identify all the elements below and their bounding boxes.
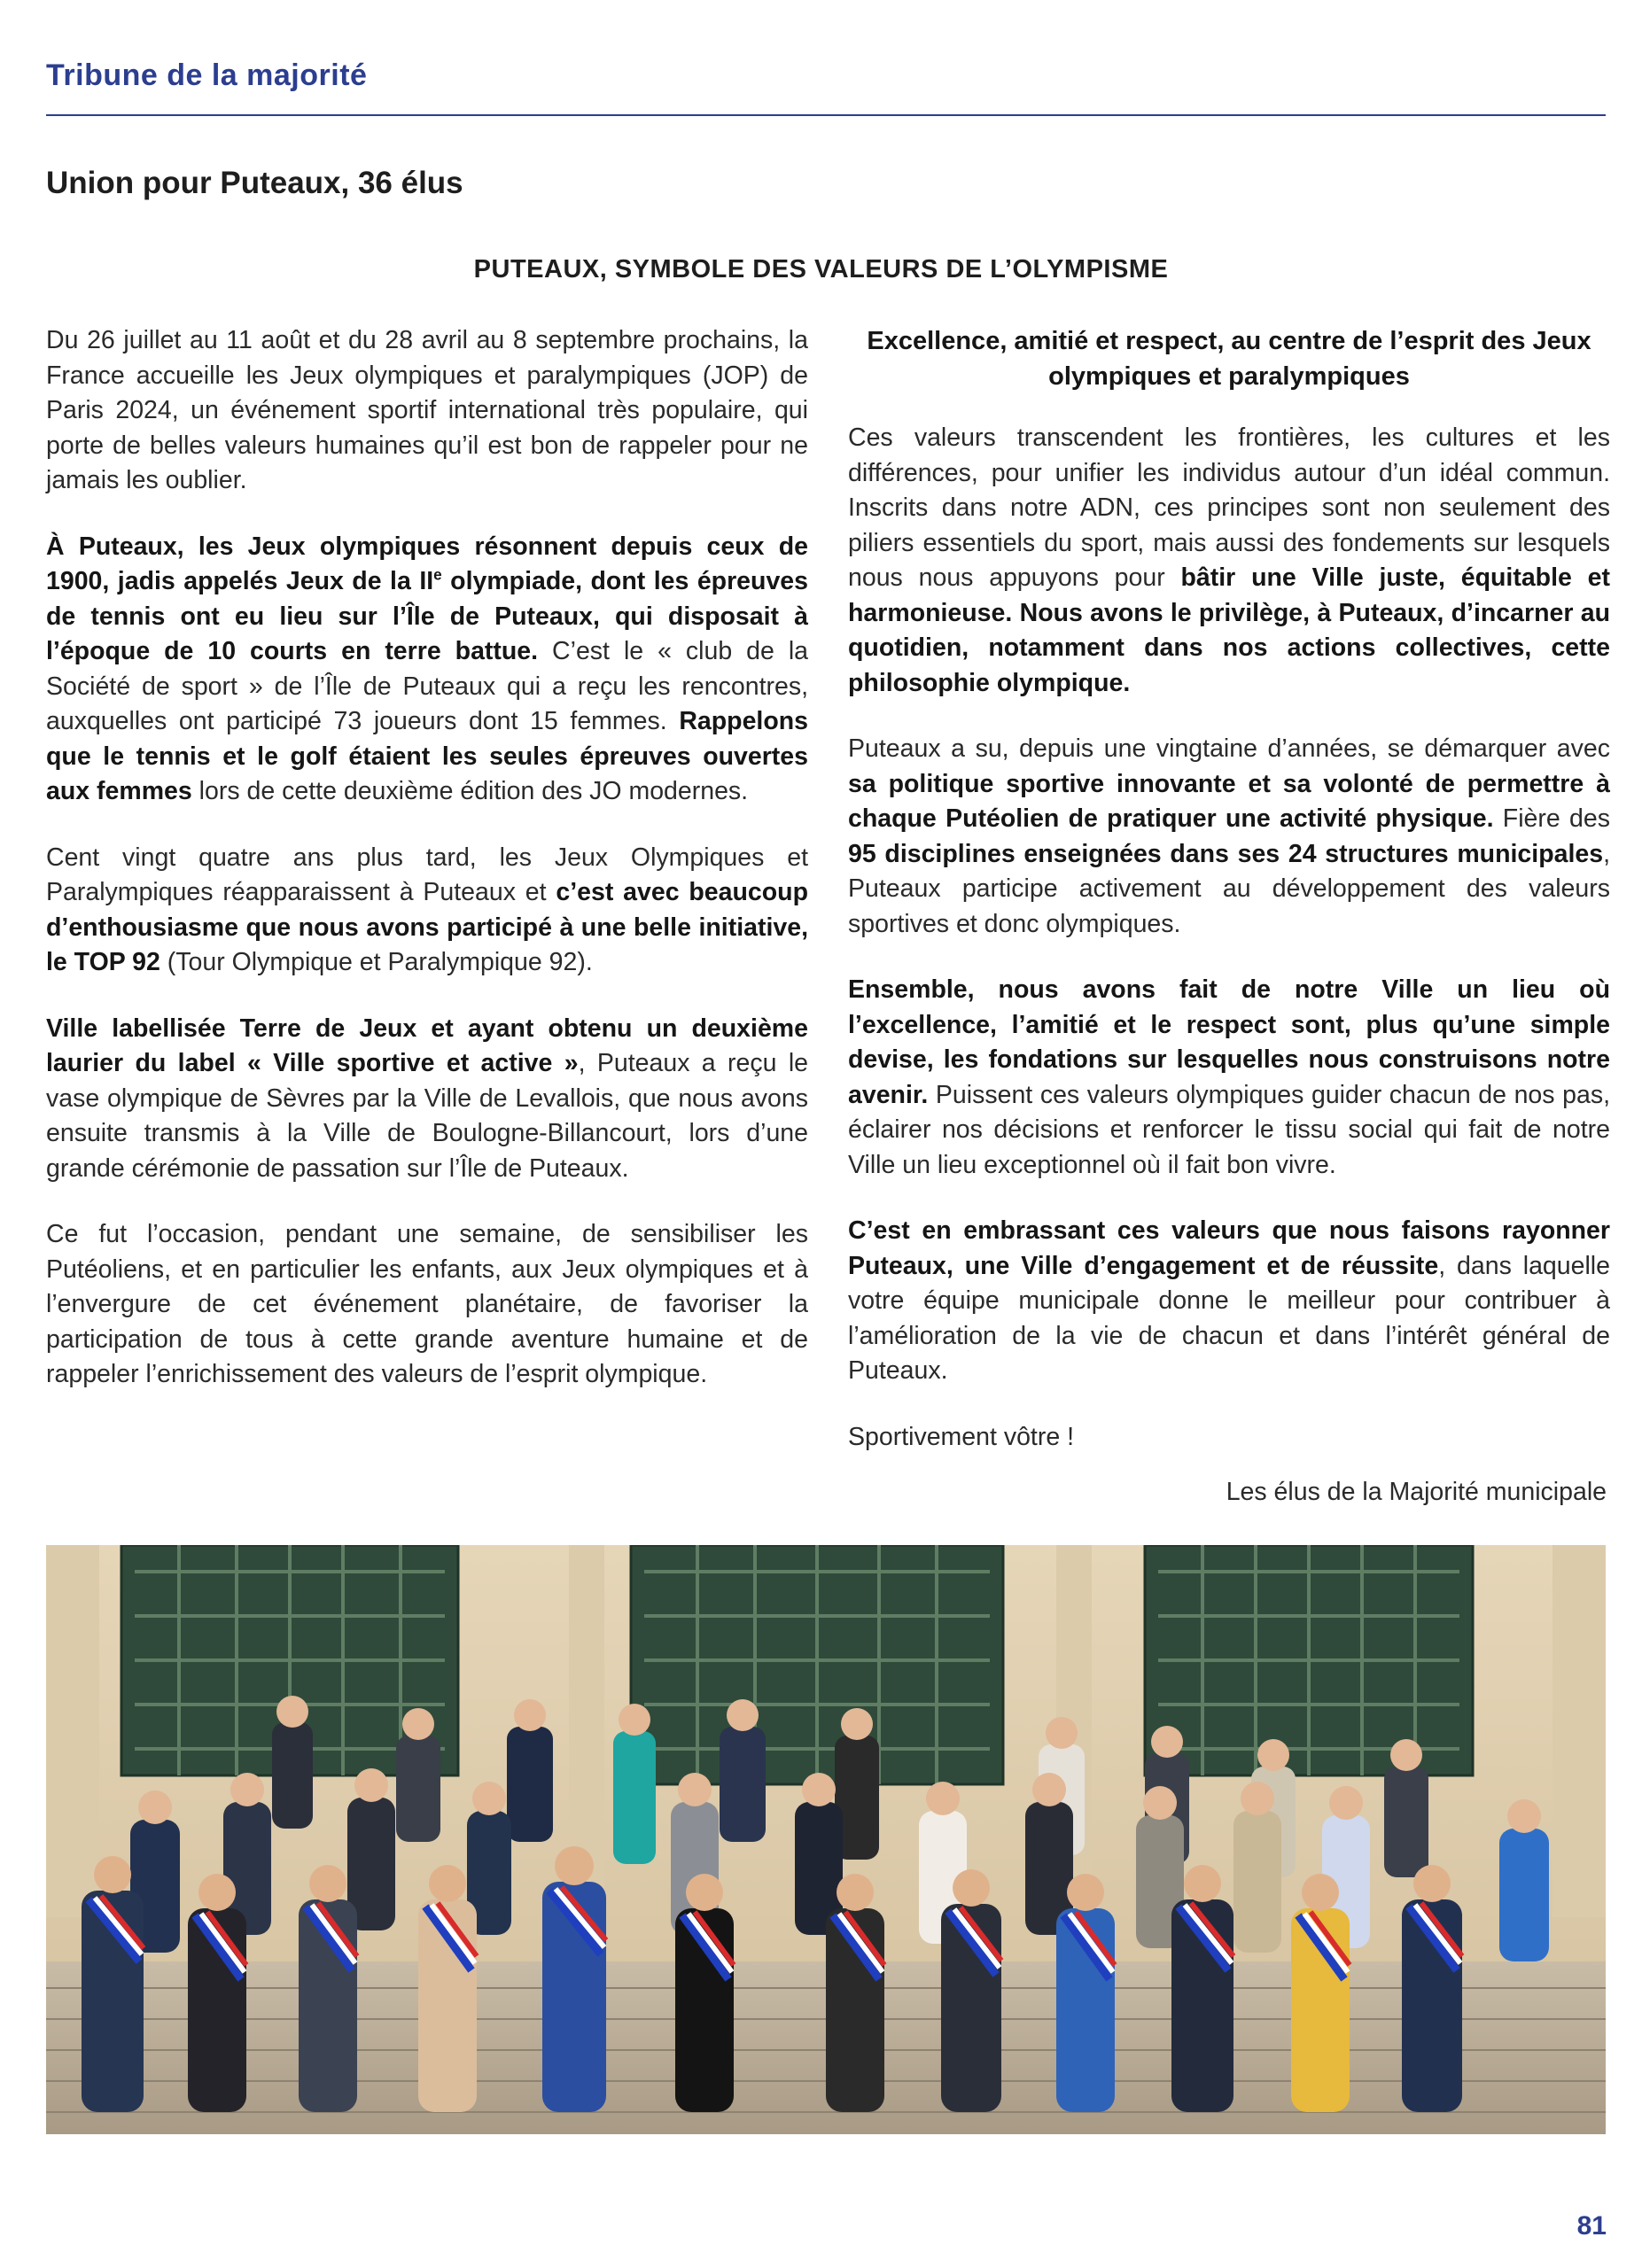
header-divider (46, 114, 1606, 116)
section-header: Tribune de la majorité (46, 58, 368, 92)
section-subheading: Excellence, amitié et respect, au centre de l’esprit des Jeux olympiques et paralympiques (867, 327, 1591, 391)
paragraph: À Puteaux, les Jeux olympiques résonnent depuis ceux de 1900, jadis appelés Jeux de la IIe olympiade, dont les épreuves de tennis ont eu lieu sur l’Île de Puteaux, qui disposait à l’époque de 10 courts en terre battue. C’est le « club de la Société de sport » de l’Île de Puteaux qui a reçu les rencontres, auxquelles ont participé 73 joueurs dont 15 femmes. Rappelons que le tennis et le golf étaient les seules épreuves ouvertes aux femmes lors de cette deuxième édition des JO modernes. (46, 532, 808, 805)
article-title: PUTEAUX, SYMBOLE DES VALEURS DE L’OLYMPISME (473, 255, 1169, 284)
paragraph: Ces valeurs transcendent les frontières, les cultures et les différences, pour unifier les individus autour d’un idéal commun. Inscrits dans notre ADN, ces principes sont non seulement des piliers essentiels du sport, mais aussi des fondements sur lesquels nous nous appuyons pour bâtir une Ville juste, équitable et harmonieuse. Nous avons le privilège, à Puteaux, d’incarner au quotidien, notamment dans nos actions collectives, cette philosophie olympique. (848, 423, 1610, 697)
left-column (46, 323, 808, 1424)
paragraph: Cent vingt quatre ans plus tard, les Jeux Olympiques et Paralympiques réapparaissent à Puteaux et c’est avec beaucoup d’enthousiasme que nous avons participé à une belle initiative, le TOP 92 (Tour Olympique et Paralympique 92). (46, 843, 808, 976)
paragraph: Puteaux a su, depuis une vingtaine d’années, se démarquer avec sa politique sportive innovante et sa volonté de permettre à chaque Putéolien de pratiquer une activité physique. Fière des 95 disciplines enseignées dans ses 24 structures municipales, Puteaux participe activement au développement des valeurs sportives et donc olympiques. (848, 734, 1610, 938)
paragraph: Sportivement vôtre ! (848, 1422, 1075, 1451)
page-number: 81 (1576, 2211, 1607, 2241)
signature-line: Les élus de la Majorité municipale (1226, 1478, 1607, 1506)
group-photo (46, 1545, 1606, 2134)
group-title: Union pour Puteaux, 36 élus (46, 166, 463, 200)
paragraph: C’est en embrassant ces valeurs que nous faisons rayonner Puteaux, une Ville d’engagement et de réussite, dans laquelle votre équipe municipale donne le meilleur pour contribuer à l’amélioration de la vie de chacun et dans l’intérêt général de Puteaux. (848, 1216, 1610, 1385)
paragraph: Ce fut l’occasion, pendant une semaine, de sensibiliser les Putéoliens, et en particulier les enfants, aux Jeux olympiques et à l’envergure de cet événement planétaire, de favoriser la participation de tous à cette grande aventure humaine et de rappeler l’enrichissement des valeurs de l’esprit olympique. (46, 1220, 808, 1388)
right-column (848, 323, 1610, 1486)
paragraph: Ensemble, nous avons fait de notre Ville un lieu où l’excellence, l’amitié et le respect sont, plus qu’une simple devise, les fondations sur lesquelles nous construisons notre avenir. Puissent ces valeurs olympiques guider chacun de nos pas, éclairer nos décisions et renforcer le tissu social qui fait de notre Ville un lieu exceptionnel où il fait bon vivre. (848, 975, 1610, 1179)
paragraph: Du 26 juillet au 11 août et du 28 avril au 8 septembre prochains, la France accueille les Jeux olympiques et paralympiques (JOP) de Paris 2024, un événement sportif international très populaire, qui porte de belles valeurs humaines qu’il est bon de rappeler pour ne jamais les oublier. (46, 326, 808, 494)
paragraph: Ville labellisée Terre de Jeux et ayant obtenu un deuxième laurier du label « Ville sportive et active », Puteaux a reçu le vase olympique de Sèvres par la Ville de Levallois, que nous avons ensuite transmis à la Ville de Boulogne-Billancourt, lors d’une grande cérémonie de passation sur l’Île de Puteaux. (46, 1014, 808, 1183)
